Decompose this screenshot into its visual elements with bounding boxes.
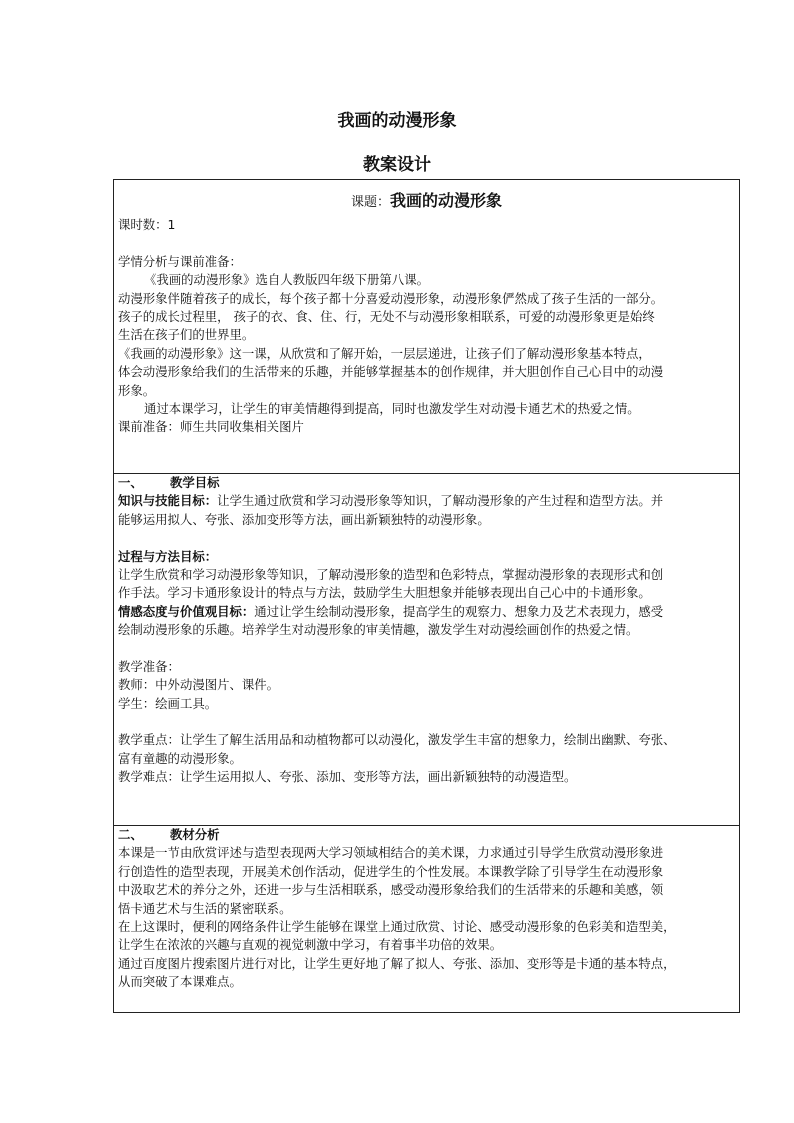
lesson-plan-table [113, 179, 740, 1013]
process-goal-label: 过程与方法目标： [118, 548, 218, 564]
analysis-line: 悟卡通艺术与生活的紧密联系。 [118, 900, 292, 916]
knowledge-goal: 知识与技能目标：让学生通过欣赏和学习动漫形象等知识，了解动漫形象的产生过程和造型方法。并 [118, 493, 664, 509]
analysis-line: 行创造性的造型表现，开展美术创作活动，促进学生的个性发展。本课教学除了引导学生在动漫形象 [118, 863, 664, 879]
process-goal-cont: 作手法。学习卡通形象设计的特点与方法，鼓励学生大胆想象并能够表现出自己心中的卡通形象。 [118, 585, 651, 601]
key-point-cont: 富有童趣的动漫形象。 [118, 750, 242, 766]
emotion-goal: 情感态度与价值观目标：通过让学生绘制动漫形象，提高学生的观察力、想象力及艺术表现力，感受 [118, 603, 664, 619]
analysis-line: 让学生在浓浓的兴趣与直观的视觉刺激中学习，有着事半功倍的效果。 [118, 937, 503, 953]
analysis-line: 中汲取艺术的养分之外，还进一步与生活相联系，感受动漫形象给我们的生活带来的乐趣和美感，领 [118, 882, 664, 898]
pre-class-prep: 课前准备：师生共同收集相关图片 [118, 419, 304, 435]
intro-line: 《我画的动漫形象》选自人教版四年级下册第八课。 [144, 272, 429, 288]
knowledge-goal-cont: 能够运用拟人、夸张、添加变形等方法，画出新颖独特的动漫形象。 [118, 511, 490, 527]
key-point: 教学重点：让学生了解生活用品和动植物都可以动漫化，激发学生丰富的想象力，绘制出幽默、夸张、 [118, 732, 676, 748]
intro-line: 生活在孩子们的世界里。 [118, 327, 255, 343]
student-prep: 学生：绘画工具。 [118, 695, 218, 711]
objectives-cell [114, 473, 739, 825]
section-heading: 二、 教材分析 [118, 827, 220, 842]
prep-heading: 教学准备： [118, 658, 180, 674]
intro-line: 形象。 [118, 382, 156, 398]
section-heading: 一、 教学目标 [118, 475, 220, 490]
analysis-line: 本课是一节由欣赏评述与造型表现两大学习领域相结合的美术课，力求通过引导学生欣赏动漫形象进 [118, 845, 664, 861]
intro-heading: 学情分析与课前准备： [118, 253, 242, 269]
teacher-prep: 教师：中外动漫图片、课件。 [118, 677, 280, 693]
intro-line: 通过本课学习，让学生的审美情趣得到提高，同时也激发学生对动漫卡通艺术的热爱之情。 [144, 400, 640, 416]
analysis-line: 在上这课时，便利的网络条件让学生能够在课堂上通过欣赏、讨论、感受动漫形象的色彩美和造型美， [118, 918, 676, 934]
intro-line: 动漫形象伴随着孩子的成长，每个孩子都十分喜爱动漫形象，动漫形象俨然成了孩子生活的一部分。 [118, 290, 664, 306]
intro-line: 《我画的动漫形象》这一课，从欣赏和了解开始，一层层递进，让孩子们了解动漫形象基本特点， [118, 345, 651, 361]
topic-value: 我画的动漫形象 [390, 191, 503, 210]
emotion-goal-cont: 绘制动漫形象的乐趣。培养学生对动漫形象的审美情趣，激发学生对动漫绘画创作的热爱之情。 [118, 622, 639, 638]
analysis-line: 通过百度图片搜索图片进行对比，让学生更好地了解了拟人、夸张、添加、变形等是卡通的基本特点， [118, 955, 676, 971]
class-hours: 课时数：1 [118, 217, 176, 232]
analysis-line: 从而突破了本课难点。 [118, 974, 242, 990]
document-subtitle: 教案设计 [363, 155, 431, 175]
process-goal: 让学生欣赏和学习动漫形象等知识，了解动漫形象的造型和色彩特点，掌握动漫形象的表现形式和创 [118, 566, 664, 582]
spacer [118, 640, 735, 658]
knowledge-goal-label: 知识与技能目标： [118, 493, 218, 509]
spacer [118, 529, 735, 547]
intro-line: 孩子的成长过程里， 孩子的衣、食、住、行，无处不与动漫形象相联系，可爱的动漫形象更是始终 [118, 308, 655, 324]
spacer [118, 713, 735, 731]
topic-label: 课题： [350, 195, 390, 210]
emotion-goal-label: 情感态度与价值观目标： [118, 603, 255, 619]
analysis-cell [114, 825, 739, 1012]
spacer [118, 234, 735, 252]
difficult-point: 教学难点：让学生运用拟人、夸张、添加、变形等方法，画出新颖独特的动漫造型。 [118, 769, 577, 785]
intro-cell [114, 180, 739, 473]
document-title: 我画的动漫形象 [337, 111, 457, 131]
intro-line: 体会动漫形象给我们的生活带来的乐趣，并能够掌握基本的创作规律，并大胆创作自己心目中的动漫 [118, 364, 664, 380]
topic-heading [118, 188, 735, 214]
